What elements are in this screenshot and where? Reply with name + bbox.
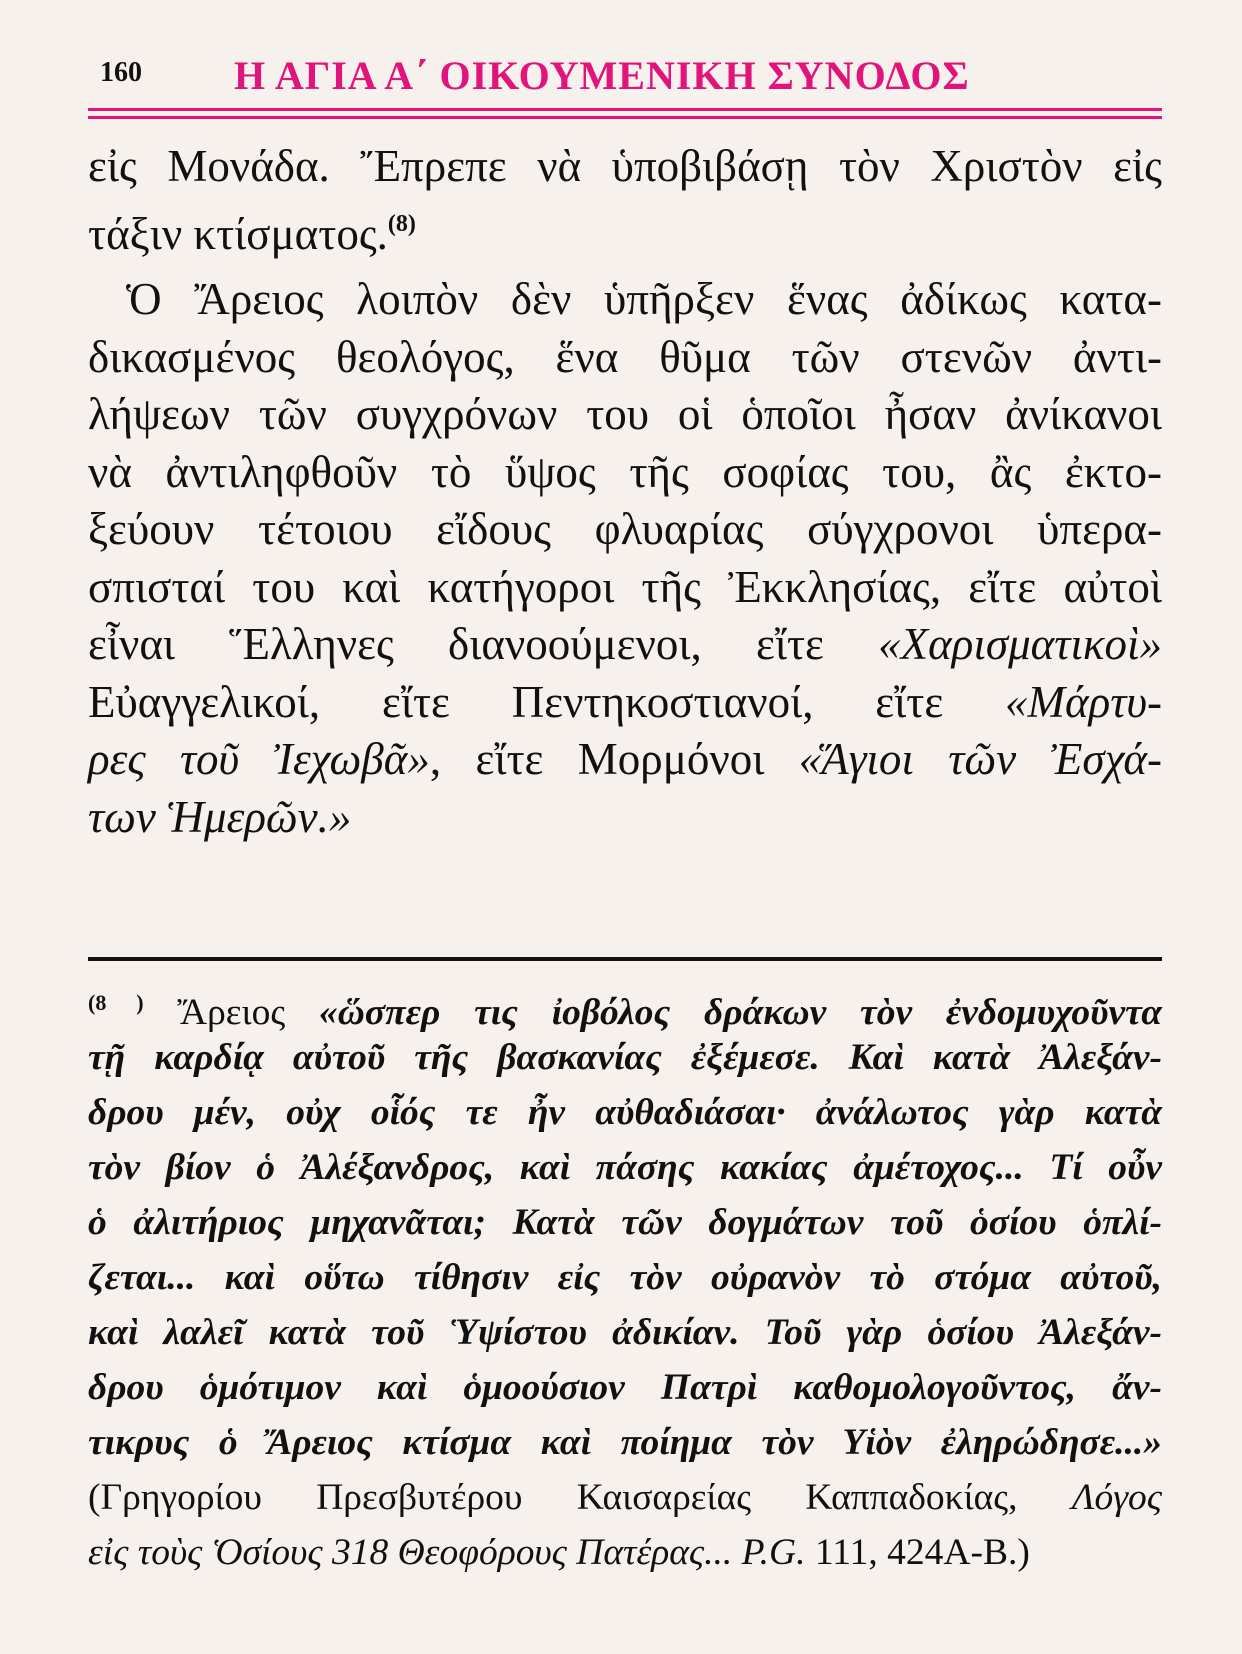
text-span: Ἄρειος [143, 992, 320, 1033]
footnote-line: τὸν βίον ὁ Ἀλέξανδρος, καὶ πάσης κακίας ἀμέτοχος... Τί οὖν [88, 1147, 1162, 1188]
page-header [88, 52, 1162, 102]
italic-span: «Μάρτυ- [1005, 676, 1162, 727]
text-line: δικασμένος θεολόγος, ἕνα θῦμα τῶν στενῶν ἀντι- [88, 331, 1162, 382]
running-title: Η ΑΓΙΑ Α΄ ΟΙΚΟΥΜΕΝΙΚΗ ΣΥΝΟΔΟΣ [234, 53, 970, 98]
text-line: εἰς Μονάδα. Ἔπρεπε νὰ ὑποβιβάσῃ τὸν Χριστὸν εἰς [88, 141, 1162, 191]
italic-span: «Χαρισματικοὶ» [878, 619, 1162, 669]
text-line: ξεύουν τέτοιου εἴδους φλυαρίας σύγχρονοι ὑπερα- [88, 504, 1162, 554]
footnote-reference[interactable]: (8) [387, 210, 416, 237]
footnote-line: ὁ ἀλιτήριος μηχανᾶται; Κατὰ τῶν δογμάτων τοῦ ὁσίου ὁπλί- [88, 1202, 1162, 1243]
footnote-line [88, 975, 1163, 1033]
footnote-line [88, 1525, 1162, 1580]
text-line: λήψεων τῶν συγχρόνων του οἱ ὁποῖοι ἦσαν ἀνίκανοι [88, 389, 1162, 439]
text-span: (Γρηγορίου Πρεσβυτέρου Καισαρείας Καππαδοκίας, [88, 1477, 1072, 1518]
footnote-line: δρου μέν, οὐχ οἷός τε ἦν αὐθαδιάσαι· ἀνάλωτος γὰρ κατὰ [88, 1092, 1162, 1133]
text-span: Εὐαγγελικοί, εἴτε Πεντηκοστιανοί, εἴτε [88, 676, 1006, 727]
header-rule-bottom [88, 116, 1162, 119]
footnote-separator [88, 957, 1162, 961]
text-span: 111, 424A-B.) [805, 1532, 1030, 1573]
text-line: νὰ ἀντιληφθοῦν τὸ ὕψος τῆς σοφίας του, ἂς ἐκτο- [88, 446, 1162, 497]
text-span: εἶναι Ἕλληνες διανοούμενοι, εἴτε [88, 619, 879, 669]
footnote-line [88, 1470, 1162, 1525]
text-line: σπισταί του καὶ κατήγοροι τῆς Ἐκκλησίας, εἴτε αὐτοὶ [88, 561, 1162, 612]
footnote-mark: (8 ) [88, 990, 144, 1015]
text-span: τάξιν κτίσματος. [88, 208, 388, 259]
italic-span: Λόγος [1071, 1477, 1162, 1518]
text-line: των Ἡμερῶν.» [88, 791, 352, 842]
footnote-line: ζεται... καὶ οὕτω τίθησιν εἰς τὸν οὐρανὸν τὸ στόμα αὐτοῦ, [88, 1257, 1162, 1298]
italic-span: εἰς τοὺς Ὁσίους 318 Θεοφόρους Πατέρας... P.G. [88, 1532, 806, 1573]
italic-span: «Ἅγιοι τῶν Ἐσχά- [798, 734, 1163, 784]
italic-span: ρες τοῦ Ἰεχωβᾶ» [88, 734, 430, 784]
footnote [88, 975, 1162, 1580]
text-span: , εἴτε Μορμόνοι [429, 734, 799, 784]
text-line [88, 731, 1162, 789]
footnote-line: τῇ καρδίᾳ αὐτοῦ τῆς βασκανίας ἐξέμεσε. Καὶ κατὰ Ἀλεξάν- [88, 1037, 1162, 1078]
footnote-line: δρου ὁμότιμον καὶ ὁμοούσιον Πατρὶ καθομολογοῦντος, ἄν- [88, 1367, 1162, 1408]
header-rule-top [88, 108, 1162, 111]
text-line: Ὁ Ἄρειος λοιπὸν δὲν ὑπῆρξεν ἕνας ἀδίκως κατα- [126, 274, 1162, 324]
bold-italic-span: «ὥσπερ τις ἰοβόλος δράκων τὸν ἐνδομυχοῦντα [319, 992, 1163, 1033]
footnote-line: καὶ λαλεῖ κατὰ τοῦ Ὑψίστου ἀδικίαν. Τοῦ γὰρ ὁσίου Ἀλεξάν- [88, 1312, 1162, 1353]
main-text [88, 138, 1162, 846]
footnote-line: τικρυς ὁ Ἄρειος κτίσμα καὶ ποίημα τὸν Υἱὸν ἐληρώδησε...» [88, 1422, 1162, 1463]
text-line [88, 196, 1162, 259]
text-line [88, 616, 1162, 674]
page-number: 160 [100, 57, 142, 88]
text-line [88, 674, 1162, 732]
